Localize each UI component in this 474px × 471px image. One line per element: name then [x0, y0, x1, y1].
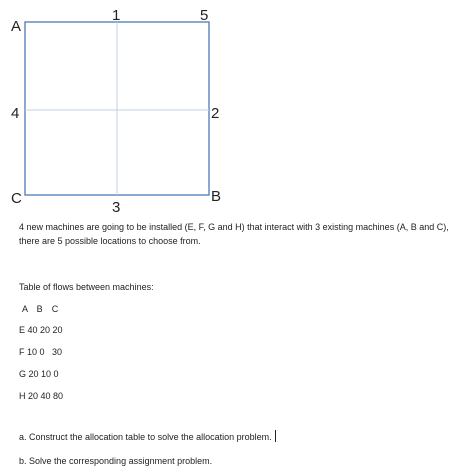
flow-table-header: A B C: [22, 304, 59, 314]
text-cursor: [275, 430, 276, 442]
flow-table-row-h: H 20 40 80: [19, 391, 64, 401]
flow-table-row-e: E 40 20 20: [19, 325, 63, 335]
corner-label-a: A: [11, 18, 22, 35]
problem-statement: 4 new machines are going to be installed (E, F, G and H) that interact with 3 existing machines (A, B and C), there are 5 possible locations to choose from.: [19, 222, 452, 246]
question-b: b. Solve the corresponding assignment problem.: [19, 456, 213, 466]
layout-diagram: [0, 0, 474, 215]
location-label-5: 5: [200, 7, 209, 24]
location-label-1: 1: [112, 7, 121, 24]
location-label-3: 3: [112, 199, 121, 215]
corner-label-b: B: [211, 188, 222, 205]
flow-table-title: Table of flows between machines:: [19, 282, 154, 292]
location-label-2: 2: [211, 105, 220, 122]
flow-table-row-f: F 10 0 30: [19, 347, 63, 357]
flow-table-row-g: G 20 10 0: [19, 369, 59, 379]
location-label-4: 4: [11, 105, 20, 122]
question-a-text: a. Construct the allocation table to solve the allocation problem.: [19, 432, 272, 442]
corner-label-c: C: [11, 190, 22, 207]
question-a: [19, 430, 276, 445]
